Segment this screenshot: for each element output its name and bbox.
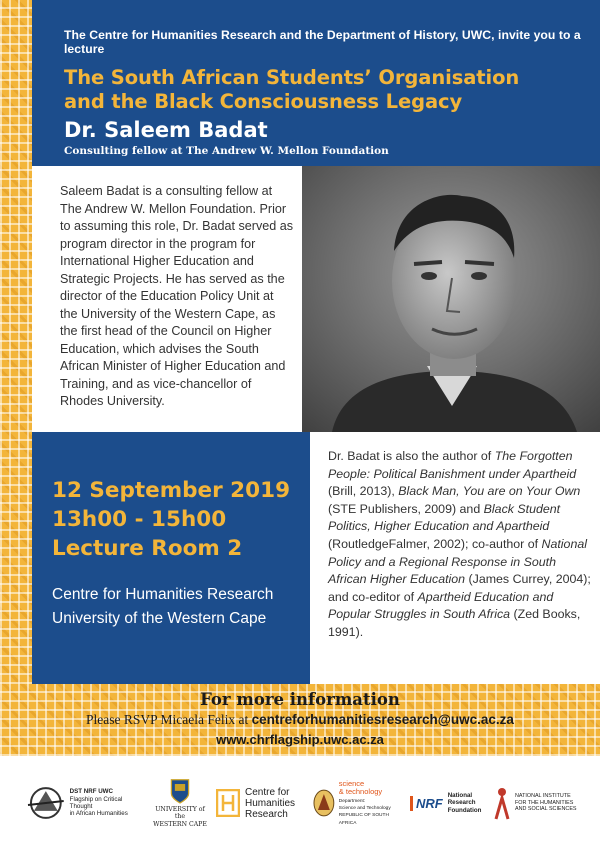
uwc-logo bbox=[150, 778, 210, 828]
nihss-logo-line: AND SOCIAL SCIENCES bbox=[515, 806, 577, 813]
flagship-logo-line: in African Humanities bbox=[69, 810, 128, 818]
chr-logo-line: Humanities bbox=[245, 797, 296, 809]
speaker-name: Dr. Saleem Badat bbox=[64, 118, 268, 142]
speaker-affiliation: Consulting fellow at The Andrew W. Mellon Foundation bbox=[64, 145, 389, 157]
event-venue: Lecture Room 2 bbox=[52, 536, 243, 561]
nihss-logo bbox=[492, 778, 596, 828]
dst-logo bbox=[312, 778, 407, 828]
book-title: Black Man, You are on Your Own bbox=[398, 484, 581, 499]
dst-logo-line: Science and Technology bbox=[338, 806, 391, 811]
nihss-logo-line: NATIONAL INSTITUTE bbox=[515, 793, 571, 800]
publications-text-part: (STE Publishers, 2009) and bbox=[328, 501, 484, 516]
publications-text-part: (James Currey, 2004); and co-editor of bbox=[328, 572, 591, 604]
dst-logo-line: REPUBLIC OF SOUTH AFRICA bbox=[338, 813, 389, 826]
rsvp-line bbox=[0, 712, 600, 728]
flagship-emblem-icon bbox=[26, 783, 66, 823]
publications-text-part: (RoutledgeFalmer, 2002); co-author of bbox=[328, 536, 542, 551]
coat-of-arms-icon bbox=[312, 788, 336, 818]
rsvp-prefix: Please RSVP Micaela Felix at bbox=[86, 712, 252, 727]
nrf-wordmark: NRF bbox=[410, 796, 443, 811]
dst-logo-science: science bbox=[338, 778, 365, 788]
event-details bbox=[32, 432, 310, 684]
dst-logo-line: Department: bbox=[338, 798, 366, 804]
nrf-logo-line: Foundation bbox=[447, 806, 482, 814]
header-banner bbox=[32, 0, 600, 166]
publications-text bbox=[310, 432, 600, 684]
info-band bbox=[0, 684, 600, 756]
lecture-title-line-2: and the Black Consciousness Legacy bbox=[64, 90, 463, 113]
chr-logo-line: Research bbox=[245, 808, 288, 820]
book-title: Apartheid Education and Popular Struggles in South Africa bbox=[328, 589, 554, 622]
portrait-illustration bbox=[302, 166, 600, 432]
book-title: National Policy and a Regional Response in South African Higher Education bbox=[328, 536, 587, 587]
publications-text-part: (Brill, 2013), bbox=[328, 484, 399, 499]
nihss-figure-icon bbox=[492, 786, 512, 820]
lecture-title-line-1: The South African Students’ Organisation bbox=[64, 66, 520, 89]
speaker-bio: Saleem Badat is a consulting fellow at The Andrew W. Mellon Foundation. Prior to assuming this role, Dr. Badat served as program director in the program for International Higher Education and Strategic Projects. He has served as the director of the Education Policy Unit at the University of the Western Cape, as the first head of the Council on Higher Education, which advises the South African Minister of Higher Education and Training, and as vice-chancellor of Rhodes University. bbox=[32, 166, 302, 432]
invitation-text: The Centre for Humanities Research and the Department of History, UWC, invite you to a lecture bbox=[64, 28, 581, 56]
more-info-heading: For more information bbox=[200, 690, 400, 709]
uwc-logo-line: UNIVERSITY of the bbox=[155, 805, 205, 821]
nrf-logo-line: National bbox=[447, 791, 473, 799]
chr-logo bbox=[216, 778, 296, 828]
event-time: 13h00 - 15h00 bbox=[52, 507, 227, 532]
nrf-logo bbox=[410, 778, 490, 828]
flagship-logo bbox=[26, 778, 146, 828]
host-university: University of the Western Cape bbox=[52, 610, 267, 627]
dst-logo-technology: & technology bbox=[338, 787, 383, 797]
uwc-crest-icon bbox=[168, 778, 192, 804]
chr-logo-icon bbox=[216, 789, 240, 817]
nrf-logo-line: Research bbox=[447, 799, 476, 807]
website-link[interactable]: www.chrflagship.uwc.ac.za bbox=[216, 732, 384, 747]
book-title: The Forgotten People: Political Banishment under Apartheid bbox=[328, 449, 577, 481]
sponsor-logos bbox=[0, 756, 600, 849]
flagship-logo-title: DST NRF UWC bbox=[69, 788, 113, 796]
lecture-title bbox=[64, 66, 600, 114]
decorative-pattern-strip bbox=[0, 0, 32, 684]
book-title: Black Student Politics, Higher Education and Apartheid bbox=[328, 501, 561, 534]
publications-text-part: Dr. Badat is also the author of bbox=[328, 449, 495, 463]
event-date: 12 September 2019 bbox=[52, 478, 291, 503]
nihss-logo-line: FOR THE HUMANITIES bbox=[515, 799, 574, 806]
publications-text-part: (Zed Books, 1991). bbox=[328, 607, 581, 639]
host-centre: Centre for Humanities Research bbox=[52, 586, 274, 603]
flagship-logo-line: Flagship on Critical Thought bbox=[69, 795, 123, 810]
rsvp-email-link[interactable]: centreforhumanitiesresearch@uwc.ac.za bbox=[251, 712, 514, 727]
speaker-portrait bbox=[302, 166, 600, 432]
chr-logo-line: Centre for bbox=[245, 786, 290, 798]
uwc-logo-line: WESTERN CAPE bbox=[153, 820, 207, 828]
